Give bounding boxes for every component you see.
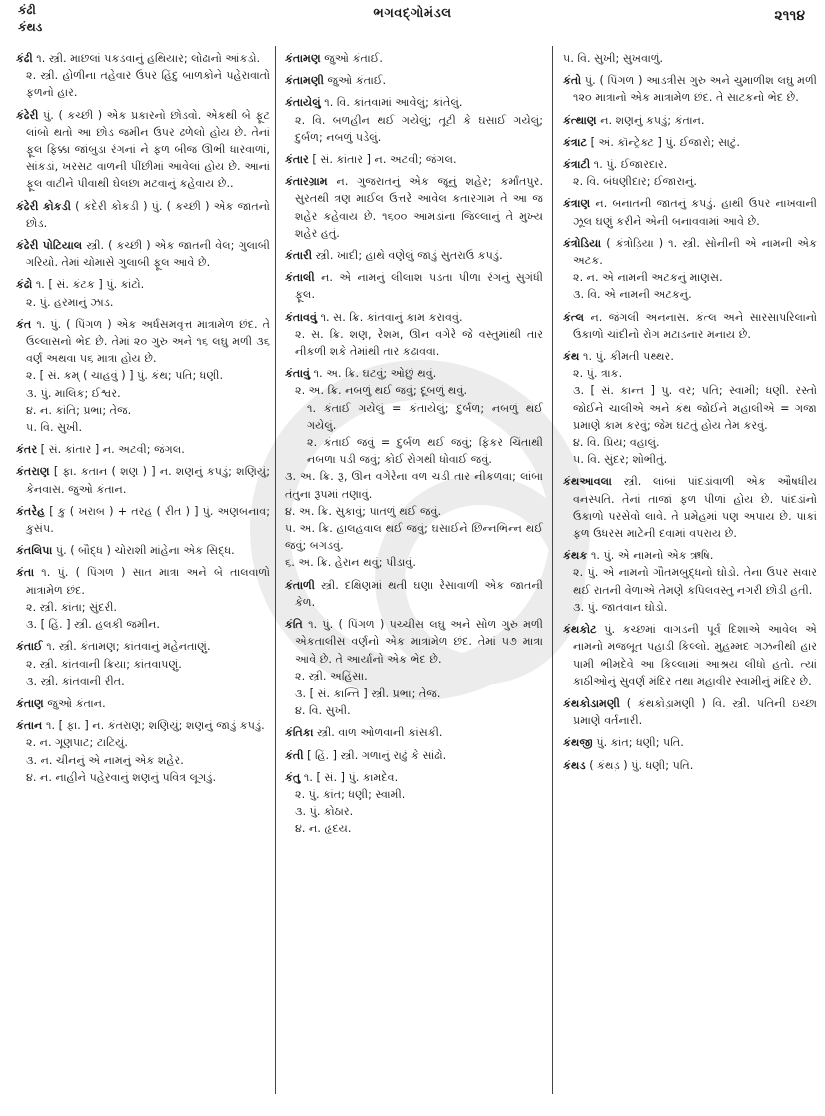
- entry-headword: કંતી: [285, 748, 304, 762]
- entry-first-line: [16, 198, 270, 232]
- entry-first-line: [563, 734, 817, 751]
- entry-text: ૩. વિ. એ નામની અટકનું.: [573, 288, 692, 302]
- entry-sense: [285, 112, 543, 146]
- entry-text: ૧. [ સં. કંટક ] પું. કાંટો.: [35, 278, 145, 292]
- entry-text: ( કંદેરી કોકડી ) પું. ( કચ્છી ) એક જાતનો છોડ.: [26, 199, 270, 230]
- entry-text: ૧. કંતાઈ ગયેલું = કંતાયેલું; દુર્બળ; નબળું થઈ ગયેલું.: [307, 401, 543, 432]
- entry-headword: કંતિ: [285, 618, 303, 632]
- entry-headword: કંઢેરી કોકડી: [16, 199, 71, 213]
- column-divider: [552, 46, 553, 1094]
- dictionary-entry: [563, 50, 817, 67]
- entry-text: પું. કચ્છમાં વાગડની પૂર્વ દિશાએ આવેલ એ નામનો મજબૂત પહાડી કિલ્લો. મુહમ્મદ ગઝનીથી હાર પામી ભીમદેવે આ કિલ્લામાં આશ્રય લીધો હતો. ત્યાં કાઠીઓનું સુવર્ણ મંદિર તથા મહાવીર સ્વામીનું મંદિર છે.: [573, 623, 817, 688]
- entry-headword: કંત્થાણ: [563, 113, 597, 127]
- entry-headword: કંત: [16, 317, 32, 331]
- entry-text: ૧. વિ. કાંતવામાં આવેલું; કાંતેલું.: [324, 96, 463, 110]
- entry-text: ૪. ન. કાંતિ; પ્રભા; તેજ.: [26, 403, 132, 417]
- dictionary-entry: [563, 695, 817, 729]
- entry-first-line: [16, 276, 270, 293]
- entry-first-line: [563, 195, 817, 229]
- entry-text: ( કંથડ઼ ) પું. ધણી; પતિ.: [589, 758, 694, 772]
- entry-sense: [16, 734, 270, 751]
- entry-first-line: [285, 94, 543, 111]
- entry-text: ૩. ન. ચીનનું એ નામનું એક શહેર.: [26, 753, 184, 767]
- entry-first-line: [563, 112, 817, 129]
- dictionary-entry: [285, 94, 543, 146]
- column-1: [16, 46, 274, 1111]
- entry-text: ૩. સ્ત્રી. કાંતવાની રીત.: [26, 674, 125, 688]
- entry-text: ૧. સ્ત્રી. કંતામણ; કાંતવાનું મહેનતાણું.: [46, 640, 211, 654]
- dictionary-entry: [16, 316, 270, 436]
- entry-first-line: [285, 747, 543, 764]
- entry-text: ૩. પું. કોઠાર.: [295, 805, 354, 819]
- entry-headword: કંત્રાટી: [563, 158, 591, 172]
- entry-first-line: [285, 577, 543, 611]
- entry-text: ૨. પું. એ નામનો ગૌતમબુદ્ધનો ઘોડો. તેના ઉપર સવાર થઈ રાતની વેળાએ તેમણે કપિલવસ્તુ નગરી છોડી હતી.: [573, 566, 817, 597]
- entry-sense: [563, 382, 817, 434]
- entry-headword: કંતલિપા: [16, 544, 53, 558]
- entry-first-line: [16, 50, 270, 67]
- dictionary-entry: [563, 348, 817, 468]
- entry-text: ૨. ન. ગૂણપાટ; ટાટિયું.: [26, 736, 128, 750]
- dictionary-entry: [563, 734, 817, 751]
- entry-text: ૨. પું. ત્રાક.: [573, 367, 623, 381]
- entry-headword: કંતુ: [285, 770, 301, 784]
- entry-headword: કંતા: [16, 566, 35, 580]
- guide-word-last: કંથડ: [18, 20, 43, 34]
- entry-sense: [16, 294, 270, 311]
- dictionary-entry: [285, 616, 543, 719]
- entry-first-line: [563, 50, 817, 67]
- entry-sense: [563, 434, 817, 451]
- entry-headword: કંતાવું: [285, 367, 311, 381]
- entry-text: ન. જંગલી અનનાસ. કંત્લ અને સારસાપરિલાનો ઉકાળો ચાંદીનો રોગ મટાડનાર મનાય છે.: [573, 310, 818, 341]
- dictionary-entry: [16, 50, 270, 102]
- entry-first-line: [285, 616, 543, 668]
- entry-sense: [16, 385, 270, 402]
- entry-sense: [16, 67, 270, 101]
- entry-text: ૨. પું. હરમાનું ઝાડ.: [26, 295, 114, 309]
- entry-first-line: [285, 72, 543, 89]
- dictionary-entry: [285, 151, 543, 168]
- entry-first-line: [16, 503, 270, 537]
- entry-headword: કંતાઈ: [16, 640, 43, 654]
- entry-sense: [285, 702, 543, 719]
- entry-sense: [285, 668, 543, 685]
- dictionary-entry: [563, 473, 817, 542]
- dictionary-entry: [16, 441, 270, 458]
- entry-text: [ કુ ( ખરાબ ) + તરહ ( રીત ) ] પું. અણબનાવ; કુસંપ.: [26, 504, 270, 536]
- entry-headword: કંતારી: [285, 249, 313, 263]
- dictionary-entry: [16, 638, 270, 690]
- entry-text: પું. ( પિંગળ ) આડત્રીસ ગુરુ અને ચુમાળીશ લઘુ મળી ૧૨૦ માત્રાનો એક માત્રામેળ છંદ. તે સાટકનો ભેદ છે.: [573, 74, 817, 105]
- dictionary-entry: [16, 276, 270, 310]
- entry-sense: [285, 468, 543, 502]
- entry-first-line: [563, 547, 817, 564]
- entry-headword: કંઢેરી પોટિયાલ: [16, 239, 83, 253]
- entry-headword: કંતામણ: [285, 52, 321, 65]
- dictionary-entry: [16, 564, 270, 633]
- entry-first-line: [563, 309, 817, 343]
- entry-first-line: [16, 107, 270, 193]
- entry-text: ૨. [ સં. કમ્ ( ચાહવું ) ] પું. કંથ; પતિ; ધણી.: [26, 369, 223, 383]
- entry-sense: [285, 820, 543, 837]
- entry-first-line: [563, 621, 817, 690]
- entry-text: ન. એ નામનું લીલાશ પડતા પીળા રંગનું સુગંધી ફૂલ.: [295, 271, 543, 302]
- dictionary-entry: [563, 309, 817, 343]
- column-divider: [275, 46, 276, 1094]
- entry-first-line: [563, 235, 817, 269]
- entry-headword: કંતરેહ: [16, 504, 46, 518]
- entry-headword: કંત્રાટ: [563, 135, 588, 149]
- entry-sense: [563, 269, 817, 286]
- dictionary-entry: [285, 577, 543, 611]
- entry-headword: કંત્રોડિયા: [563, 236, 602, 250]
- column-2: [285, 46, 547, 1111]
- entry-sense: [563, 564, 817, 598]
- entry-text: ૨. સ્ત્રી. કાંતા; સુંદરી.: [26, 600, 117, 614]
- entry-text: ૨. સ્ત્રી. કાંતવાની ક્રિયા; કાંતવાપણું.: [26, 657, 182, 671]
- entry-sense: [285, 786, 543, 803]
- entry-text: ૨. કંતાઈ જવું = દુર્બળ થઈ જવું; ફિકર ચિંતાથી નબળા પડી જવું; કોઈ રોગથી ધોવાઈ જવું.: [307, 436, 543, 467]
- entry-text: ૧. અ. ક્રિ. ઘટવું; ઓછું થવું.: [313, 367, 437, 381]
- entry-text: જુઓ કંતાન.: [47, 696, 106, 710]
- entry-text: ૨. અ. ક્રિ. નબળું થઈ જવું; દૂબળું થવું.: [295, 384, 468, 398]
- entry-text: ૩. [ હિં. ] સ્ત્રી. હલકી જમીન.: [26, 618, 160, 632]
- entry-first-line: [285, 769, 543, 786]
- entry-first-line: [563, 156, 817, 173]
- dictionary-entry: [563, 235, 817, 304]
- dictionary-entry: [285, 365, 543, 571]
- dictionary-entry: [16, 237, 270, 271]
- entry-first-line: [285, 50, 543, 67]
- entry-text: ૫. વિ. સુખી.: [26, 421, 83, 435]
- entry-headword: કંતરાણ: [16, 465, 50, 479]
- entry-headword: કંતામણી: [285, 74, 324, 88]
- entry-sense: [285, 520, 543, 554]
- entry-headword: કંથક: [563, 549, 588, 563]
- entry-first-line: [285, 269, 543, 303]
- entry-first-line: [16, 695, 270, 712]
- entry-first-line: [285, 173, 543, 242]
- page-number: ૨૧૧૪: [774, 8, 805, 24]
- entry-text: ૬. અ. ક્રિ. હેરાન થવું; પીડાવું.: [285, 556, 416, 570]
- dictionary-entry: [563, 621, 817, 690]
- entry-text: સ્ત્રી. દક્ષિણમાં થતી ઘણા રેસાવાળી એક જાતની કેળ.: [295, 578, 544, 609]
- entry-text: ૫. વિ. સુંદર; શોભીતું.: [573, 453, 668, 467]
- entry-headword: કંઢી: [16, 52, 33, 65]
- entry-headword: કંઢેરી: [16, 108, 39, 122]
- dictionary-entry: [285, 747, 543, 764]
- entry-first-line: [285, 309, 543, 326]
- entry-text: ૩. [ સં. કાન્ત ] પુ. વર; પતિ; સ્વામી; ધણી. રસ્તો જોઈને ચાલીએ અને કંથ જોઈને મહાલીએ = ગજા પ્રમાણે કામ કરવું; જેમ ઘટતું હોય તેમ કરવું.: [573, 384, 817, 432]
- entry-text: ૧. પું. એ નામનો એક ઋષિ.: [590, 549, 714, 563]
- entry-text: ન. ગુજરાતનું એક જૂનું શહેર; કર્માંતપુર. સુરતથી ત્રણ માઈલ ઉત્તરે આવેલ કતારગામ તે આ જ શહેર કહેવાય છે. ૧૬૦૦ આમડાંના જિલ્લાનું તે મુખ્ય શહેર હતું.: [295, 175, 543, 240]
- entry-headword: કંતર: [16, 443, 38, 457]
- entry-text: ૨. સ. ક્રિ. શણ, રેશમ, ઊન વગેરે જે વસ્તુમાંથી તાર નીકળી શકે તેમાંથી તાર કઢાવવા.: [295, 327, 543, 359]
- entry-text: [ હિં. ] સ્ત્રી. ગળાનું રાઢું કે સાંઢો.: [307, 748, 447, 762]
- entry-first-line: [16, 316, 270, 368]
- entry-text: ૧. [ ફા. ] ન. કંતરાણ; શણિયું; શણનું જાડું કપડું.: [45, 719, 265, 733]
- entry-text: પું. ( બૌદ્ધ ) ચોરાશી માંહેના એક સિદ્ધ.: [55, 544, 235, 558]
- dictionary-entry: [285, 269, 543, 303]
- entry-text: સ્ત્રી. ( કચ્છી ) એક જાતની વેલ; ગુલાબી ગરિયો. તેમાં ચોમાસે ગુલાબી ફૂલ આવે છે.: [26, 239, 270, 270]
- entry-first-line: [16, 564, 270, 598]
- entry-headword: કંથ: [563, 350, 580, 364]
- entry-text: ૨. વિ. બંધણીદાર; ઈજારાનું.: [573, 175, 697, 189]
- dictionary-entry: [563, 134, 817, 151]
- entry-headword: કંથઆવલા: [563, 475, 612, 489]
- dictionary-entry: [16, 198, 270, 232]
- entry-headword: કંતાણ: [16, 696, 44, 710]
- entry-text: ૧. પું. ( પિંગળ ) એક અર્ધસમવૃત્ત માત્રામેળ છંદ. તે ઉલ્લાસનો ભેદ છે. તેમાં ૨૦ ગુરુ અને ૧૬ લઘુ મળી ૩૬ વર્ણ અથવા ૫૬ માત્રા હોય છે.: [26, 317, 270, 366]
- entry-text: ૩. [ સં. કાન્તિ ] સ્ત્રી. પ્રભા; તેજ.: [295, 686, 441, 700]
- page-header: [0, 0, 825, 46]
- entry-headword: કંતિકા: [285, 726, 314, 740]
- entry-headword: કંત્રાણ: [563, 197, 591, 211]
- entry-text: ( કંત્રોડ઼િયા ) ૧. સ્ત્રી. સોનીની એ નામની એક અટક.: [573, 236, 817, 268]
- dictionary-entry: [285, 769, 543, 838]
- dictionary-entry: [285, 724, 543, 741]
- entry-text: જુઓ કંતાઈ.: [324, 52, 383, 65]
- entry-headword: કંત્લ: [563, 310, 585, 324]
- entry-first-line: [16, 463, 270, 497]
- entry-first-line: [563, 72, 817, 106]
- entry-text: ૩. અ. ક્રિ. રૂ, ઊન વગેરેના વળ ચડી તાર નીકળવા; લાંબા તંતુના રૂપમાં તણાવું.: [285, 470, 543, 501]
- entry-sense: [16, 367, 270, 384]
- dictionary-entry: [563, 757, 817, 774]
- entry-text: ૧. સ. ક્રિ. કાંતવાનું કામ કરાવવું.: [320, 310, 463, 324]
- running-title: ભગવદ્ગોમંડલ: [373, 6, 452, 21]
- dictionary-entry: [563, 156, 817, 190]
- entry-text: ૧. પું. ઈજારદાર.: [593, 158, 668, 172]
- entry-text: ( કંથકોડ઼ામણી ) વિ. સ્ત્રી. પતિની ઇચ્છા પ્રમાણે વર્તનારી.: [573, 696, 817, 728]
- entry-text: જુઓ કંતાઈ.: [327, 74, 387, 88]
- dictionary-entry: [285, 72, 543, 89]
- entry-sense: [285, 503, 543, 520]
- entry-headword: કંતાવવું: [285, 310, 317, 324]
- entry-sense: [563, 365, 817, 382]
- entry-text: ૪. વિ. પ્રિય; વહાલું.: [573, 436, 660, 450]
- entry-text: ૨. સ્ત્રી. હોળીના તહેવાર ઉપર હિંદુ બાળકોને પહેરાવાતો ફળનો હાર.: [26, 69, 270, 100]
- entry-first-line: [563, 134, 817, 151]
- entry-sense: [16, 616, 270, 633]
- entry-text: ૩. પું. જાતવાન ઘોડો.: [573, 600, 668, 614]
- entry-sense: [285, 554, 543, 571]
- entry-text: [ અં. કૉન્ટ્રેક્ટ ] પું. ઈજારો; સાટું.: [590, 135, 740, 149]
- entry-sense: [563, 173, 817, 190]
- entry-text: ૨. ન. એ નામની અટકનું માણસ.: [573, 271, 723, 285]
- entry-text: ૧. પું. ( પિંગળ ) સાત માત્રા અને બે તાલવાળો માત્રામેળ છંદ.: [26, 566, 270, 597]
- entry-text: ૨. વિ. બળહીન થઈ ગયેલું; તૂટી કે ઘસાઈ ગયેલું; દુર્બળ; નબળું પડેલું.: [295, 113, 543, 144]
- entry-text: ૧. પું. કીમતી પથ્થર.: [583, 350, 674, 364]
- entry-sense: [285, 326, 543, 360]
- entry-text: સ્ત્રી. લાંબાં પાંદડાંવાળી એક ઔષધીય વનસ્પતિ. તેનાં તાજાં ફળ પીળાં હોય છે. પાંદડાંનો ઉકાળો પરસેવો લાવે. તે પ્રમેહમાં પણ અપાય છે. પાકાં ફળ ઉધરસ માટેની દવામાં વપરાય છે.: [573, 475, 817, 541]
- entry-text: ૫. વિ. સુખી; સુખવાળું.: [563, 52, 664, 65]
- entry-first-line: [563, 757, 817, 774]
- entry-text: સ્ત્રી. વાળ ઓળવાની કાંસકી.: [317, 726, 443, 740]
- entry-sense: [285, 803, 543, 820]
- entry-sense: [16, 752, 270, 769]
- entry-text: ન. શણનું કપડું; કંતાન.: [600, 113, 705, 127]
- entry-text: ૪. વિ. સુખી.: [295, 704, 351, 718]
- entry-sense: [563, 451, 817, 468]
- entry-first-line: [563, 695, 817, 729]
- dictionary-entry: [285, 247, 543, 264]
- entry-text: ૧. સ્ત્રી. માછલાં પકડવાનું હથિયાર; લોઢાનો આંકડો.: [36, 52, 261, 65]
- entry-first-line: [285, 151, 543, 168]
- entry-headword: કંતાયેલું: [285, 96, 321, 110]
- entry-text: ૩. પું. માલિક; ઈશ્વર.: [26, 386, 121, 400]
- dictionary-entry: [16, 107, 270, 193]
- entry-sense: [16, 402, 270, 419]
- entry-first-line: [285, 365, 543, 382]
- dictionary-columns: [0, 46, 825, 1116]
- entry-first-line: [16, 638, 270, 655]
- entry-sense: [16, 419, 270, 436]
- entry-sense: [16, 769, 270, 786]
- entry-headword: કંતાલી: [285, 271, 315, 285]
- entry-text: ૨. પું. કાંત; ધણી; સ્વામી.: [295, 787, 406, 801]
- entry-text: [ સં. કાંતાર ] ન. અટવી; જંગલ.: [312, 153, 457, 167]
- entry-headword: કંતાર: [285, 153, 309, 167]
- entry-first-line: [16, 542, 270, 559]
- entry-first-line: [285, 724, 543, 741]
- entry-sense: [285, 382, 543, 399]
- entry-text: [ સં. કાંતાર ] ન. અટવી; જંગલ.: [40, 443, 185, 457]
- entry-text: ૪. ન. નાહીને પહેરવાનું શણનું પવિત્ર લૂગડું.: [26, 770, 217, 784]
- entry-text: સ્ત્રી. ખાદી; હાથે વણેલું જાડું સુતરાઉ કપડું.: [315, 249, 503, 263]
- entry-first-line: [16, 441, 270, 458]
- dictionary-entry: [563, 112, 817, 129]
- entry-sense: [16, 599, 270, 616]
- entry-first-line: [16, 237, 270, 271]
- entry-headword: કંથકોટ: [563, 623, 597, 637]
- entry-headword: કંતો: [563, 74, 582, 88]
- entry-headword: કંતારગ્રામ: [285, 175, 328, 189]
- entry-sense: [285, 685, 543, 702]
- entry-first-line: [285, 247, 543, 264]
- entry-headword: કંથડ: [563, 758, 586, 772]
- dictionary-entry: [16, 463, 270, 497]
- entry-text: પું. ( કચ્છી ) એક પ્રકારનો છોડવો. એકથી બે ફૂટ લાંબો થતો આ છોડ જમીન ઉપર ઢળેલો હોય છે. તેનાં ફૂલ ફિક્કા જાંબુડા રંગનાં ને ફળ બીજ ઊભી ધારવાળાં, સાંકડાં, ખરસટ વાળની પીંછીમાં આવેલાં હોય છે. આનાં ફૂલ વાટીને પીવાથી ઘેલછા મટવાનું કહેવાય છે..: [26, 108, 270, 191]
- dictionary-entry: [16, 695, 270, 712]
- column-3: [563, 46, 819, 1111]
- entry-sense: [563, 599, 817, 616]
- entry-text: ૧. પું. ( પિંગળ ) પચ્ચીસ લઘુ અને સોળ ગુરુ મળી એકતાલીસ વર્ણનો એક માત્રામેળ છંદ. તેમાં ૫૭ માત્રા આવે છે. તે આર્યાનો એક ભેદ છે.: [295, 618, 543, 666]
- dictionary-entry: [285, 50, 543, 67]
- entry-headword: કંથજી: [563, 736, 593, 750]
- dictionary-entry: [563, 547, 817, 616]
- dictionary-entry: [563, 195, 817, 229]
- entry-sense: [285, 400, 543, 434]
- entry-text: ૫. અ. ક્રિ. હાલહવાલ થઈ જવું; ઘસાઈને છિન્નભિન્ન થઈ જવું; બગડવું.: [285, 522, 543, 553]
- entry-headword: કંઢો: [16, 278, 33, 292]
- entry-sense: [285, 434, 543, 468]
- entry-headword: કંતાળી: [285, 578, 315, 592]
- entry-text: ૧. [ સં. ] પું. કામદેવ.: [303, 770, 399, 784]
- entry-sense: [16, 673, 270, 690]
- entry-headword: કંતાન: [16, 719, 43, 733]
- entry-first-line: [563, 473, 817, 542]
- dictionary-entry: [563, 72, 817, 106]
- entry-text: ૨. સ્ત્રી. અહિંસા.: [295, 669, 368, 683]
- entry-sense: [563, 286, 817, 303]
- entry-first-line: [16, 717, 270, 734]
- dictionary-entry: [16, 503, 270, 537]
- entry-text: ૪. ન. હૃદય.: [295, 822, 352, 836]
- entry-first-line: [563, 348, 817, 365]
- entry-text: પું. કાંત; ધણી; પતિ.: [596, 736, 684, 750]
- dictionary-entry: [16, 542, 270, 559]
- entry-text: ન. બનાતની જાતનું કપડું. હાથી ઉપર નાખવાની ઝૂલ ઘણું કરીને એની બનાવવામાં આવે છે.: [573, 197, 818, 228]
- dictionary-entry: [16, 717, 270, 786]
- dictionary-entry: [285, 173, 543, 242]
- entry-text: [ ફા. કતાન ( શણ ) ] ન. શણનું કપડું; શણિયું; કેનવાસ. જુઓ કંતાન.: [26, 465, 270, 496]
- entry-sense: [16, 656, 270, 673]
- guide-word-first: કંઢી: [18, 3, 36, 17]
- dictionary-entry: [285, 309, 543, 361]
- entry-text: ૪. અ. ક્રિ. સુકાવું; પાતળું થઈ જવું.: [285, 504, 442, 518]
- entry-headword: કંથકોડામણી: [563, 696, 620, 710]
